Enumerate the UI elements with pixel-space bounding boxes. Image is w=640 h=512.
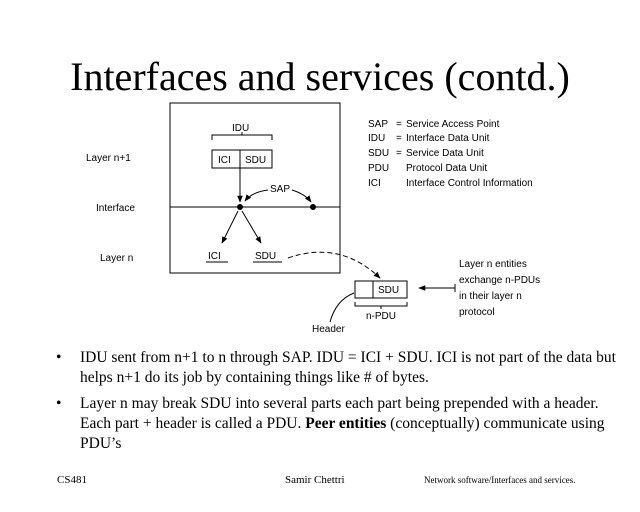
bullet-2-bold: Peer entities	[305, 415, 387, 432]
sap-point-left	[237, 204, 243, 210]
slide-title: Interfaces and services (contd.)	[70, 54, 570, 99]
bullet-2-text-pre: Layer n may break SDU into several parts each part being prepended with a header. Each part + header is called a PDU.	[80, 395, 599, 432]
sap-point-right	[310, 204, 316, 210]
legend-abbr-idu: IDU	[368, 133, 386, 144]
sap-arrow-right	[292, 190, 311, 202]
legend	[368, 119, 533, 189]
footer-course: CS481	[57, 474, 87, 486]
bullet-2-text-post: (conceptually) communicate using PDU’s	[80, 415, 605, 452]
bullet-1-text: IDU sent from n+1 to n through SAP. IDU = ICI + SDU. ICI is not part of the data but helps n+1 do its job by containing things like # of bytes.	[80, 349, 616, 386]
idu-bracket	[212, 132, 272, 140]
label-idu: IDU	[232, 123, 250, 134]
bullet-list	[56, 348, 616, 460]
split-arrow-sdu	[242, 211, 261, 243]
pdu-dashed-arrow	[288, 252, 380, 278]
peer-line-4: protocol	[459, 307, 495, 318]
legend-def-ici: Interface Control Information	[406, 178, 533, 189]
layer-frame	[170, 103, 340, 273]
pdu-header-box	[355, 281, 373, 298]
label-ici-lower: ICI	[208, 251, 221, 262]
split-arrow-ici	[222, 211, 238, 243]
header-pointer	[330, 293, 354, 322]
label-interface: Interface	[96, 203, 135, 214]
bullet-dot: •	[56, 349, 62, 366]
sap-arrow-left	[245, 190, 268, 201]
legend-sep-sap: =	[396, 119, 402, 130]
footer-topic: Network software/Interfaces and services.	[424, 475, 576, 485]
peer-line-3: in their layer n	[459, 291, 522, 302]
label-sdu-upper: SDU	[245, 155, 267, 166]
legend-def-sdu: Service Data Unit	[406, 148, 484, 159]
legend-sep-sdu: =	[396, 148, 402, 159]
legend-def-sap: Service Access Point	[406, 119, 500, 130]
label-sdu-pdu: SDU	[378, 285, 400, 296]
label-npdu: n-PDU	[366, 311, 397, 322]
bullet-2	[56, 394, 616, 454]
footer-author: Samir Chettri	[285, 474, 345, 486]
legend-def-idu: Interface Data Unit	[406, 133, 490, 144]
bullet-dot: •	[56, 395, 62, 412]
label-layer-n: Layer n	[100, 253, 134, 264]
legend-abbr-sap: SAP	[368, 119, 389, 130]
peer-line-2: exchange n-PDUs	[459, 275, 541, 286]
label-header: Header	[312, 324, 345, 335]
legend-sep-idu: =	[396, 133, 402, 144]
label-ici-upper: ICI	[218, 155, 231, 166]
bullet-1	[56, 348, 616, 388]
legend-def-pdu: Protocol Data Unit	[406, 163, 488, 174]
label-sap: SAP	[270, 184, 291, 195]
label-sdu-lower: SDU	[255, 251, 277, 262]
peer-line-1: Layer n entities	[459, 259, 527, 270]
legend-abbr-sdu: SDU	[368, 148, 390, 159]
legend-abbr-ici: ICI	[368, 178, 381, 189]
npdu-bracket	[355, 302, 407, 309]
legend-abbr-pdu: PDU	[368, 163, 390, 174]
label-layer-n1: Layer n+1	[86, 153, 131, 164]
